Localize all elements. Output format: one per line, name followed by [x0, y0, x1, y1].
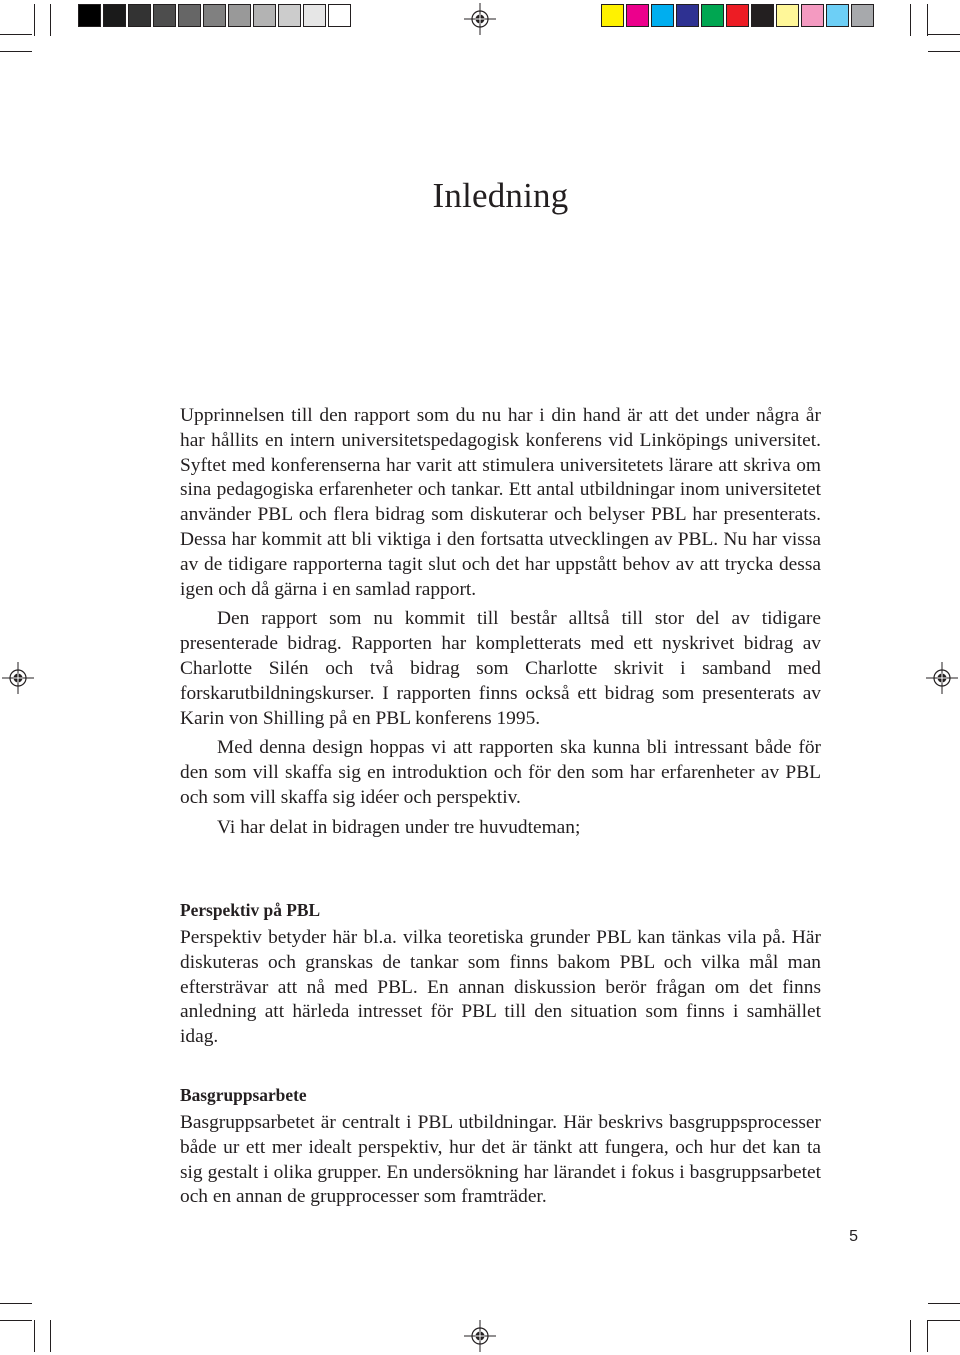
crop-mark — [910, 1320, 911, 1352]
color-swatch — [328, 4, 351, 27]
color-swatch — [851, 4, 874, 27]
color-swatch — [253, 4, 276, 27]
crop-mark — [927, 1320, 928, 1352]
intro-text — [180, 404, 821, 841]
paragraph: Den rapport som nu kommit till består alltså till stor del av tidigare presenterade bidrag. Rapporten har kompletterats med ett nyskrivet bidrag av Charlotte Silén och två bidrag som Charlotte skrivit i samband med forskarutbildningskurser. I rapporten finns också ett bidrag som presenterats av Karin von Shilling på en PBL konferens 1995. — [180, 608, 821, 729]
color-swatch — [776, 4, 799, 27]
paragraph: Upprinnelsen till den rapport som du nu har i din hand är att det under några år har hållits en intern universitetspedagogisk konferens vid Linköpings universitet. Syftet med konferenserna har varit att stimulera universitetets lärare att skriva om sina pedagogiska erfarenheter och tankar. Ett antal utbildningar inom universitetet använder PBL och flera bidrag som diskuterar och belyser PBL har presenterats. Dessa har kommit att bli viktiga i den fortsatta utvecklingen av PBL. Nu har vissa av de tidigare rapporterna tagit slut och det har uppstått behov av att trycka dessa igen och då gärna i en samlad rapport. — [180, 405, 821, 600]
color-swatch — [626, 4, 649, 27]
registration-right-icon — [926, 662, 958, 694]
crop-mark — [50, 1320, 51, 1352]
color-swatch — [228, 4, 251, 27]
color-swatch — [676, 4, 699, 27]
color-swatch — [303, 4, 326, 27]
color-swatch — [651, 4, 674, 27]
section-heading: Basgruppsarbete — [180, 1085, 307, 1105]
crop-mark — [0, 1320, 32, 1321]
crop-mark — [910, 4, 911, 36]
crop-mark — [928, 1320, 960, 1321]
registration-bottom-icon — [464, 1320, 496, 1352]
section-perspektiv — [180, 898, 821, 1050]
crop-mark — [0, 51, 32, 52]
color-swatch — [801, 4, 824, 27]
color-swatch — [726, 4, 749, 27]
crop-mark — [928, 34, 960, 35]
crop-mark — [928, 51, 960, 52]
paragraph: Vi har delat in bidragen under tre huvudteman; — [217, 816, 581, 838]
crop-mark — [34, 4, 35, 36]
page-number: 5 — [849, 1228, 858, 1245]
paragraph: Med denna design hoppas vi att rapporten ska kunna bli intressant både för den som vill skaffa sig en introduktion och för den som har erfarenheter av PBL och som vill skaffa sig idéer och perspektiv. — [180, 737, 821, 808]
color-swatch — [278, 4, 301, 27]
crop-mark — [928, 1303, 960, 1304]
section-heading: Perspektiv på PBL — [180, 900, 321, 920]
color-swatch — [751, 4, 774, 27]
color-swatch — [78, 4, 101, 27]
crop-mark — [0, 1303, 32, 1304]
crop-mark — [927, 4, 928, 36]
registration-left-icon — [2, 662, 34, 694]
section-basgruppsarbete — [180, 1083, 821, 1210]
color-swatch — [601, 4, 624, 27]
crop-mark — [0, 34, 32, 35]
chapter-title: Inledning — [432, 176, 569, 215]
color-swatch — [178, 4, 201, 27]
color-swatch — [203, 4, 226, 27]
color-swatch — [128, 4, 151, 27]
registration-top-icon — [464, 3, 496, 35]
grayscale-swatch-bar — [78, 4, 351, 28]
section-text: Basgruppsarbetet är centralt i PBL utbildningar. Här beskrivs basgruppsprocesser både ur ett mer idealt perspektiv, hur det är tänkt att fungera, och hur det kan ta sig gestalt i olika grupper. En undersökning har lärandet i fokus i basgruppsarbetet och en annan de grupprocesser som framträder. — [180, 1112, 821, 1208]
color-swatch — [153, 4, 176, 27]
crop-mark — [34, 1320, 35, 1352]
crop-mark — [50, 4, 51, 36]
color-swatch — [701, 4, 724, 27]
color-swatch — [826, 4, 849, 27]
color-swatch — [103, 4, 126, 27]
section-text: Perspektiv betyder här bl.a. vilka teoretiska grunder PBL kan tänkas vila på. Här diskuteras och granskas de tankar som finns bakom PBL och vilka mål man eftersträvar att nå med PBL. En annan diskussion berör frågan om det finns anledning att härleda intresset för PBL till den situation som finns i samhället idag. — [180, 927, 821, 1048]
color-swatch-bar — [601, 4, 874, 28]
